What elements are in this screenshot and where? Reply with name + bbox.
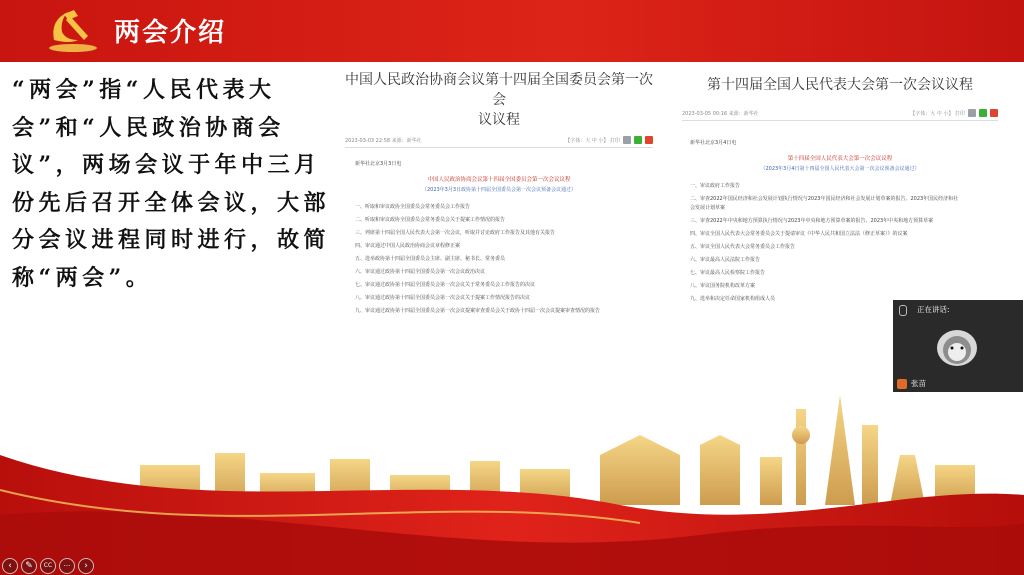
agenda-item: 二、审查2022年国民经济和社会发展计划执行情况与2023年国民经济和社会发展计划草案的报告、2023年国民经济和社 [690, 196, 959, 202]
agenda-item: 七、审议通过政协第十四届全国委员会第一次会议关于常务委员会工作报告的决议 [355, 282, 536, 288]
page-title: 两会介绍 [114, 18, 227, 48]
agenda-item: 五、选举政协第十四届全国委员会主席、副主席、秘书长、常务委员 [355, 256, 506, 262]
doc-date-source: 2023-03-03 22:58 来源：新华社 [345, 137, 422, 144]
speaking-label: 正在讲话: [917, 305, 950, 314]
agenda-item: 三、列席第十四届全国人民代表大会第一次会议，听取并讨论政府工作报告及其他有关报告 [355, 230, 556, 236]
doc-heading: 第十四届全国人民代表大会第一次会议议程 [787, 156, 893, 162]
avatar [937, 330, 977, 366]
wechat-icon[interactable] [634, 136, 642, 144]
doc-meta [345, 136, 653, 148]
doc-subheading: （2023年3月4日第十四届全国人民代表大会第一次会议预备会议通过） [760, 166, 920, 172]
agenda-item: 八、审议通过政协第十四届全国委员会第一次会议关于提案工作情况报告的决议 [355, 295, 531, 301]
agenda-item: 八、审议国务院机构改革方案 [690, 283, 756, 289]
mic-icon [899, 305, 907, 316]
more-icon[interactable]: ··· [59, 558, 75, 574]
skyline-ribbon-decoration [0, 395, 1024, 575]
weibo-icon[interactable] [645, 136, 653, 144]
agenda-item: 三、审查2022年中央和地方预算执行情况与2023年中央和地方预算草案的报告、2023年中央和地方预算草案 [690, 218, 934, 224]
prev-icon[interactable]: ‹ [2, 558, 18, 574]
party-emblem-icon [44, 6, 102, 54]
agenda-item: 九、选举和决定任命国家机构组成人员 [690, 296, 776, 302]
doc-title-line1: 中国人民政治协商会议第十四届全国委员会第一次会 [345, 72, 653, 108]
agenda-item: 五、审议全国人民代表大会常务委员会工作报告 [690, 244, 796, 250]
hamster-avatar-icon [937, 330, 977, 366]
share-icon[interactable] [623, 136, 631, 144]
doc-dateline: 新华社北京3月3日电 [355, 161, 402, 167]
pen-icon[interactable]: ✎ [21, 558, 37, 574]
agenda-item: 九、审议通过政协第十四届全国委员会第一次会议提案审查委员会关于政协十四届一次会议提案审查情况的报告 [355, 308, 601, 314]
share-tools [565, 136, 653, 144]
doc-body [345, 160, 653, 314]
agenda-item: 一、听取和审议政协全国委员会常务委员会工作报告 [355, 204, 471, 210]
doc-heading: 中国人民政治协商会议第十四届全国委员会第一次会议议程 [427, 177, 571, 183]
wechat-icon[interactable] [979, 109, 987, 117]
agenda-item: 一、审议政府工作报告 [690, 183, 741, 189]
agenda-item: 四、审议通过中国人民政治协商会议章程修正案 [355, 243, 461, 249]
agenda-item: 六、审议最高人民法院工作报告 [690, 257, 761, 263]
agenda-item: 会发展计划草案 [690, 205, 726, 211]
video-tile[interactable] [893, 300, 1023, 392]
agenda-item: 四、审议全国人民代表大会常务委员会关于提请审议《中华人民共和国立法法（修正草案）》的议案 [690, 231, 908, 237]
agenda-item: 七、审议最高人民检察院工作报告 [690, 270, 766, 276]
person-icon [897, 379, 907, 389]
doc-meta [682, 109, 998, 121]
subtitle-icon[interactable]: CC [40, 558, 56, 574]
participant-name: 张苗 [911, 379, 926, 388]
font-size-controls[interactable]: 【字体：大 中 小】 打印 [910, 110, 965, 117]
cppcc-agenda-doc [345, 70, 653, 330]
doc-subheading: （2023年3月3日政协第十四届全国委员会第一次会议预备会议通过） [421, 187, 577, 193]
intro-text: “两会”指“人民代表大会”和“人民政治协商会议”，两场会议于年中三月份先后召开全体会议，大部分会议进程同时进行，故简称“两会”。 [12, 77, 331, 291]
npc-agenda-doc [682, 70, 998, 330]
doc-date-source: 2023-03-05 00:16 来源：新华社 [682, 110, 759, 117]
doc-title-line2: 议议程 [478, 112, 520, 128]
next-icon[interactable]: › [78, 558, 94, 574]
doc-body [682, 139, 998, 302]
agenda-item: 二、听取和审议政协全国委员会常务委员会关于提案工作情况的报告 [355, 217, 506, 223]
weibo-icon[interactable] [990, 109, 998, 117]
share-tools [910, 109, 998, 117]
presentation-toolbar [2, 558, 94, 574]
share-icon[interactable] [968, 109, 976, 117]
agenda-item: 六、审议通过政协第十四届全国委员会第一次会议政治决议 [355, 269, 486, 275]
doc-title-line1: 第十四届全国人民代表大会第一次会议议程 [707, 77, 973, 93]
slide-header [0, 0, 1024, 62]
font-size-controls[interactable]: 【字体：大 中 小】 打印 [565, 137, 620, 144]
doc-dateline: 新华社北京3月4日电 [690, 140, 737, 146]
